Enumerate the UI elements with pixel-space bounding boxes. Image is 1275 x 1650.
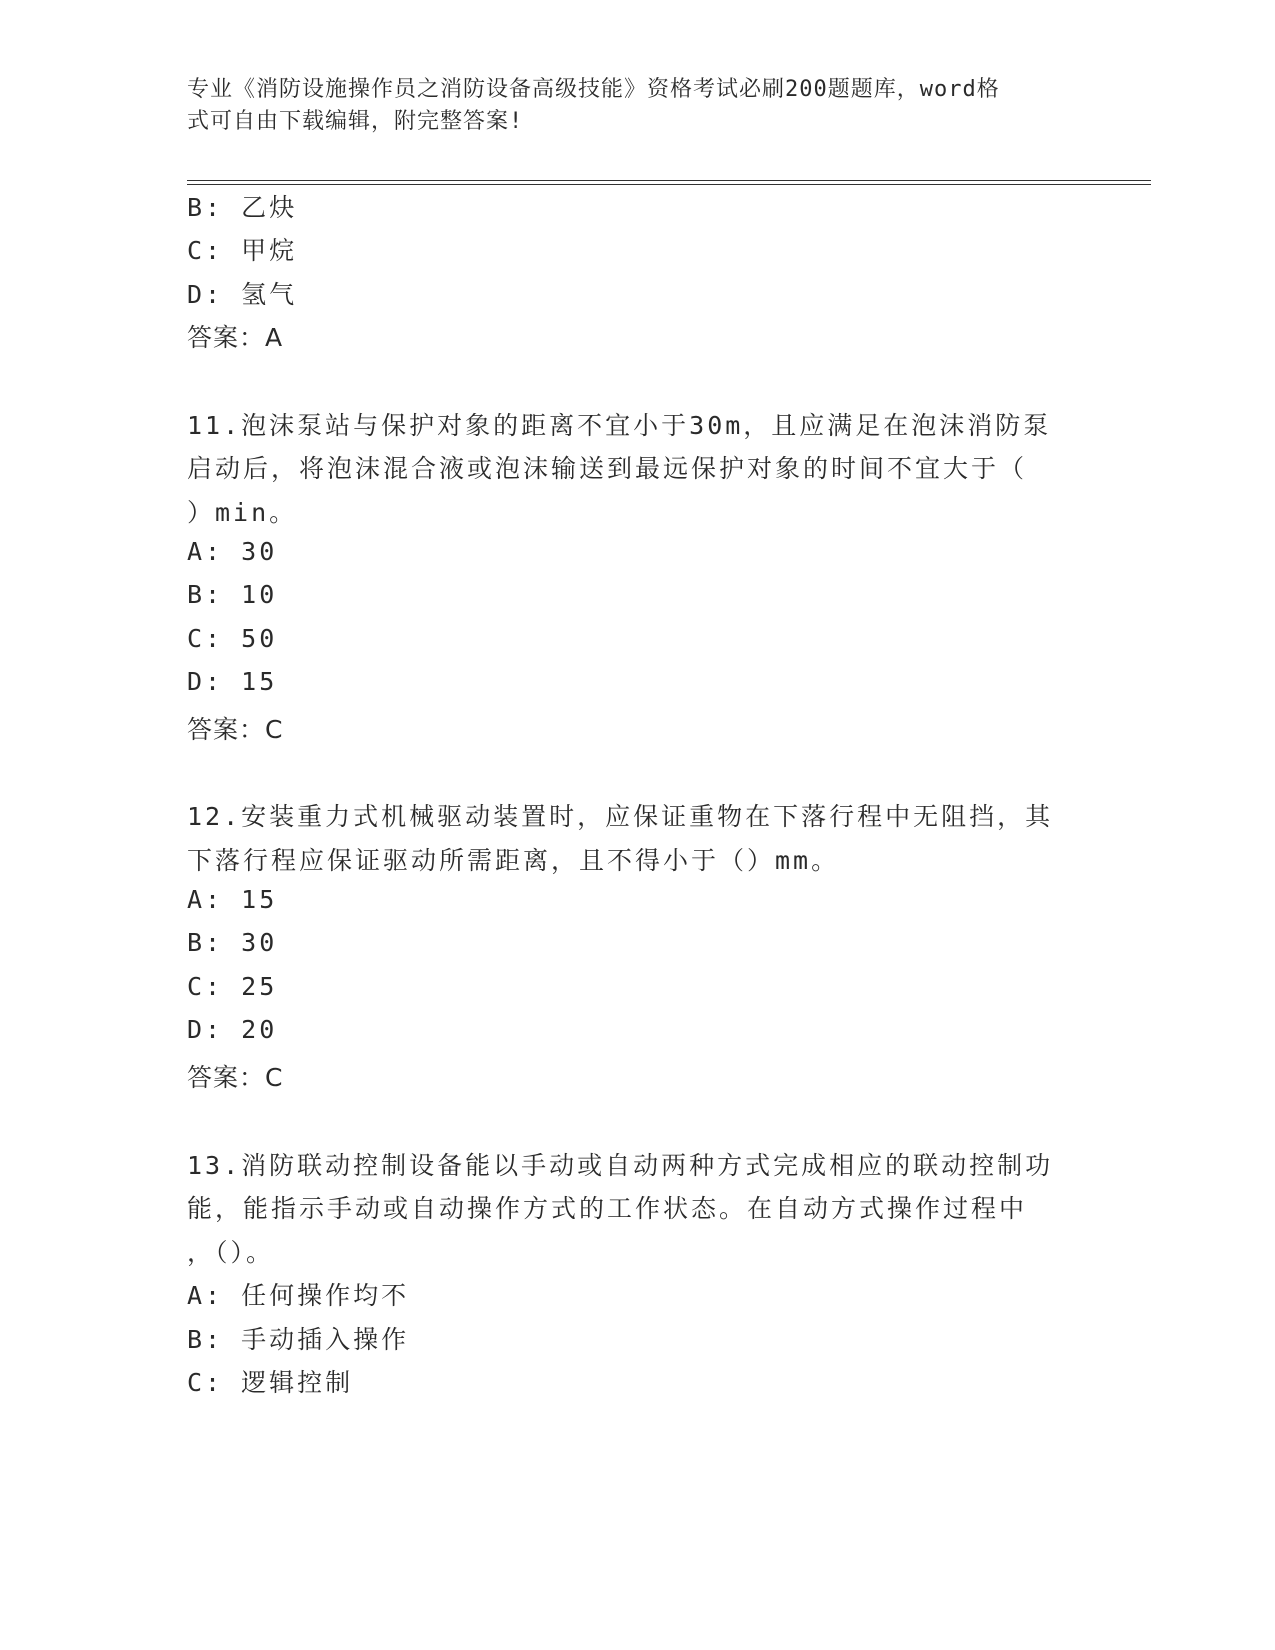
option-b (187, 1320, 409, 1356)
option-d (187, 667, 277, 696)
option-letter: C: (187, 1368, 224, 1397)
option-c (187, 231, 297, 267)
option-text: 30 (241, 537, 278, 566)
question-13-line-2: 能，能指示手动或自动操作方式的工作状态。在自动方式操作过程中 (187, 1194, 1028, 1223)
answer-line: 答案：C (187, 1063, 284, 1092)
option-text: 逻辑控制 (241, 1368, 354, 1397)
option-text: 15 (241, 667, 278, 696)
option-letter: D: (187, 667, 224, 696)
option-a (187, 1276, 409, 1312)
option-c (187, 624, 277, 653)
option-text: 甲烷 (241, 236, 298, 265)
option-b (187, 188, 297, 224)
option-text: 20 (241, 1015, 278, 1044)
question-11-line-2: 启动后，将泡沫混合液或泡沫输送到最远保护对象的时间不宜大于（ (187, 454, 1028, 483)
option-text: 15 (241, 885, 278, 914)
option-letter: B: (187, 1325, 224, 1354)
option-d (187, 275, 297, 311)
option-text: 10 (241, 580, 278, 609)
option-letter: D: (187, 1015, 224, 1044)
option-b (187, 928, 277, 957)
question-11-line-3: ）min。 (187, 498, 298, 527)
question-11-line-1: 11.泡沫泵站与保护对象的距离不宜小于30m，且应满足在泡沫消防泵 (187, 411, 1052, 440)
option-text: 30 (241, 928, 278, 957)
option-text: 任何操作均不 (241, 1281, 410, 1310)
option-letter: B: (187, 580, 224, 609)
header-line-2: 式可自由下载编辑，附完整答案! (187, 109, 524, 134)
question-12-line-2: 下落行程应保证驱动所需距离，且不得小于（）mm。 (187, 846, 840, 875)
option-letter: C: (187, 236, 224, 265)
option-text: 50 (241, 624, 278, 653)
option-letter: A: (187, 885, 224, 914)
answer-line: 答案：C (187, 715, 284, 744)
header-divider-top (187, 180, 1151, 181)
header-divider-bottom (187, 184, 1151, 185)
option-text: 手动插入操作 (241, 1325, 410, 1354)
question-13-line-3: ，（）。 (187, 1238, 275, 1267)
option-text: 乙炔 (241, 193, 298, 222)
option-letter: B: (187, 193, 224, 222)
option-a (187, 537, 277, 566)
option-letter: A: (187, 1281, 224, 1310)
header-line-1: 专业《消防设施操作员之消防设备高级技能》资格考试必刷200题题库，word格 (187, 77, 1000, 102)
option-b (187, 580, 277, 609)
option-text: 25 (241, 972, 278, 1001)
question-13-line-1: 13.消防联动控制设备能以手动或自动两种方式完成相应的联动控制功 (187, 1151, 1054, 1180)
question-12-line-1: 12.安装重力式机械驱动装置时，应保证重物在下落行程中无阻挡，其 (187, 802, 1054, 831)
option-letter: D: (187, 280, 224, 309)
document-header (187, 74, 1067, 138)
option-text: 氢气 (241, 280, 298, 309)
option-letter: C: (187, 624, 224, 653)
option-c (187, 972, 277, 1001)
option-letter: B: (187, 928, 224, 957)
option-letter: C: (187, 972, 224, 1001)
answer-line: 答案：A (187, 323, 284, 352)
option-a (187, 885, 277, 914)
option-d (187, 1015, 277, 1044)
option-c (187, 1363, 353, 1399)
option-letter: A: (187, 537, 224, 566)
